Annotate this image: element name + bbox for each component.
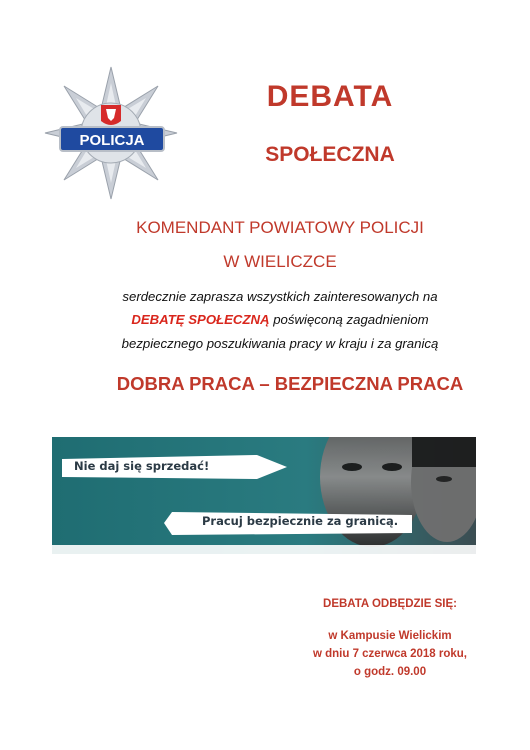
- banner-image: [52, 437, 476, 554]
- title-debata: DEBATA: [266, 80, 394, 113]
- logo-text: POLICJA: [79, 132, 145, 149]
- invitation-highlight: DEBATĘ SPOŁECZNĄ: [131, 312, 270, 327]
- title-spoleczna: SPOŁECZNA: [265, 143, 395, 166]
- invitation-line3: bezpiecznego poszukiwania pracy w kraju i za granicą: [121, 336, 439, 351]
- invitation-line1: serdecznie zaprasza wszystkich zainteresowanych na: [122, 289, 438, 304]
- event-place: w Kampusie Wielickim: [328, 630, 452, 642]
- commander-line1: KOMENDANT POWIATOWY POLICJI: [136, 218, 424, 237]
- police-logo: [42, 64, 180, 202]
- event-date: w dniu 7 czerwca 2018 roku,: [312, 648, 468, 660]
- event-time: o godz. 09.00: [353, 666, 427, 678]
- event-heading: DEBATA ODBĘDZIE SIĘ:: [323, 598, 457, 610]
- commander-line2: W WIELICZCE: [223, 252, 337, 271]
- invitation-line2: [70, 312, 490, 327]
- invitation-line2-rest: poświęconą zagadnieniom: [269, 312, 429, 327]
- banner-text1: Nie daj się sprzedać!: [74, 459, 210, 473]
- banner-text2: Pracuj bezpiecznie za granicą.: [202, 514, 399, 528]
- slogan: DOBRA PRACA – BEZPIECZNA PRACA: [116, 373, 464, 394]
